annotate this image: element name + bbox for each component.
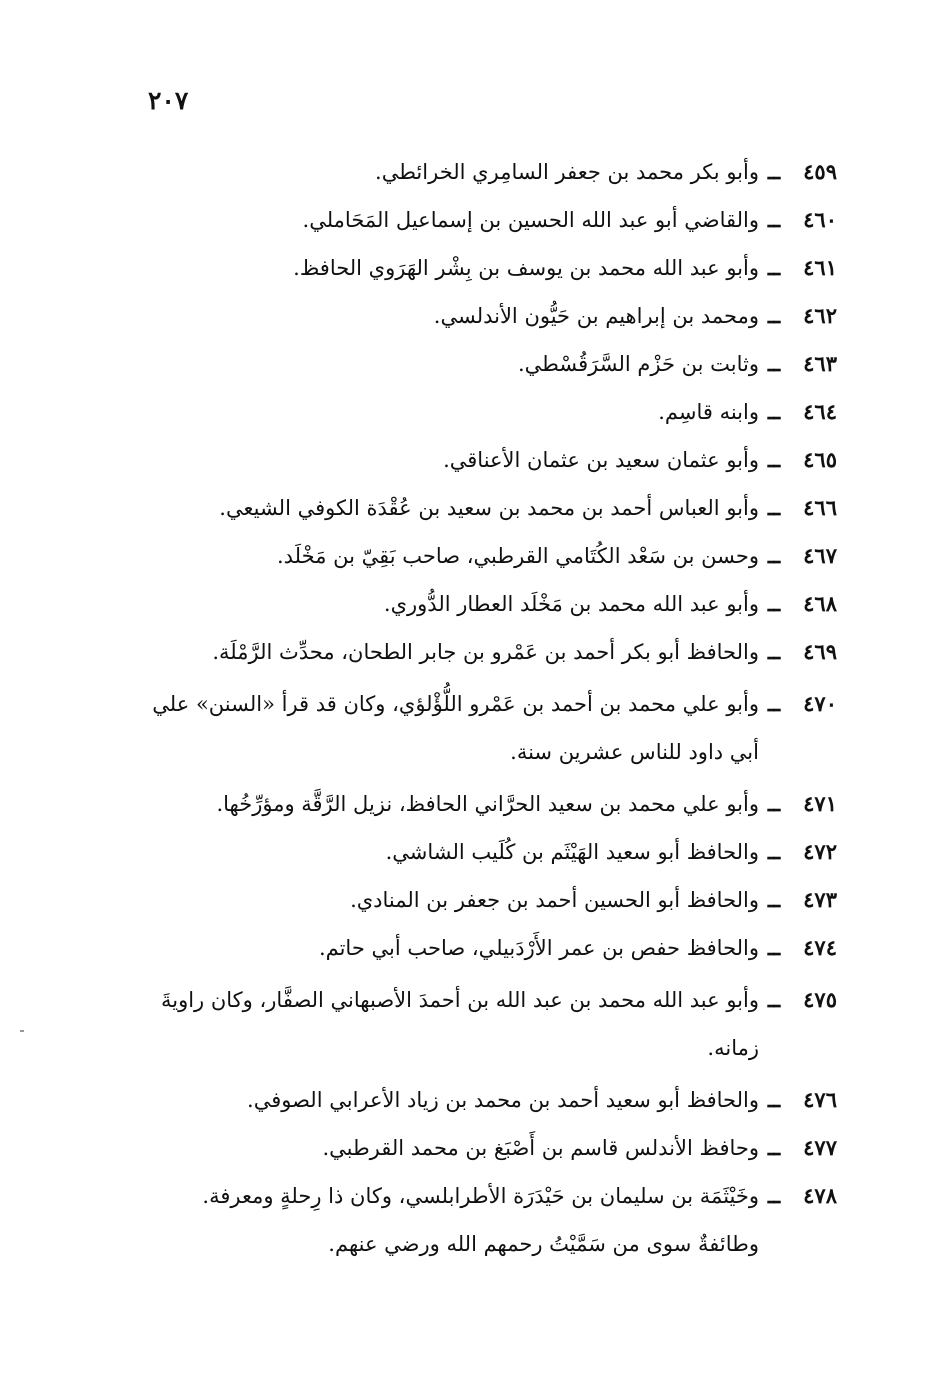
entry-number: ٤٦١ (803, 255, 837, 280)
entry-text: وأبو علي محمد بن أحمد بن عَمْرو اللُّؤْلؤي، وكان قد قرأ «السنن» علي أبي داود للناس عشرين سنة. (152, 692, 759, 764)
biography-list (137, 148, 837, 1268)
entry-text: وثابت بن حَزْم السَّرَقُسْطي. (517, 352, 759, 376)
entry-text: والحافظ أبو بكر أحمد بن عَمْرو بن جابر الطحان، محدِّث الرَّمْلَة. (212, 640, 759, 664)
list-item (137, 580, 837, 628)
entry-number: ٤٧٦ (803, 1087, 837, 1112)
entry-number: ٤٥٩ (803, 159, 837, 184)
entry-text: وأبو العباس أحمد بن محمد بن سعيد بن عُقْدَة الكوفي الشيعي. (219, 496, 759, 520)
entry-number: ٤٦٠ (803, 207, 837, 232)
entry-dash: ــ (767, 207, 781, 232)
list-item (137, 340, 837, 388)
entry-dash: ــ (767, 495, 781, 520)
entry-number: ٤٧٨ (803, 1183, 837, 1208)
entry-text: وأبو عبد الله محمد بن عبد الله بن أحمدَ الأصبهاني الصفَّار، وكان راويةَ زمانه. (160, 988, 759, 1060)
entry-text: وأبو علي محمد بن سعيد الحرَّاني الحافظ، نزيل الرَّقَّة ومؤرِّخُها. (216, 792, 759, 816)
list-item (137, 1124, 837, 1172)
list-item (137, 780, 837, 828)
entry-dash: ــ (767, 691, 781, 716)
entry-number: ٤٧٣ (803, 887, 837, 912)
list-item (137, 924, 837, 972)
entry-dash: ــ (767, 987, 781, 1012)
list-item (137, 976, 837, 1072)
entry-number: ٤٧١ (803, 791, 837, 816)
entry-dash: ــ (767, 791, 781, 816)
list-item (137, 484, 837, 532)
list-item (137, 388, 837, 436)
list-item (137, 828, 837, 876)
entry-dash: ــ (767, 399, 781, 424)
entry-text: وأبو عثمان سعيد بن عثمان الأعناقي. (443, 448, 759, 472)
entry-text: وأبو بكر محمد بن جعفر السامِري الخرائطي. (375, 160, 759, 184)
entry-text: وحسن بن سَعْد الكُتَامي القرطبي، صاحب بَقِيّ بن مَخْلَد. (276, 544, 759, 568)
entry-dash: ــ (767, 935, 781, 960)
entry-text: والحافظ أبو سعيد أحمد بن محمد بن زياد الأعرابي الصوفي. (247, 1088, 759, 1112)
entry-dash: ــ (767, 639, 781, 664)
list-item (137, 148, 837, 196)
entry-number: ٤٦٩ (803, 639, 837, 664)
entry-text: والحافظ أبو سعيد الهَيْثَم بن كُلَيب الشاشي. (385, 840, 759, 864)
entry-dash: ــ (767, 303, 781, 328)
entry-dash: ــ (767, 887, 781, 912)
entry-text: وأبو عبد الله محمد بن مَخْلَد العطار الدُّوري. (383, 592, 759, 616)
entry-number: ٤٦٢ (803, 303, 837, 328)
list-item (137, 532, 837, 580)
entry-number: ٤٧٠ (803, 691, 837, 716)
list-item (137, 1076, 837, 1124)
list-item (137, 196, 837, 244)
entry-text: والقاضي أبو عبد الله الحسين بن إسماعيل المَحَاملي. (302, 208, 759, 232)
entry-number: ٤٦٨ (803, 591, 837, 616)
entry-dash: ــ (767, 839, 781, 864)
closing-paragraph: وطائفةٌ سوى من سَمَّيْتُ رحمهم الله ورضي عنهم. (328, 1232, 759, 1256)
entry-number: ٤٧٢ (803, 839, 837, 864)
entry-number: ٤٧٤ (803, 935, 837, 960)
entry-dash: ــ (767, 351, 781, 376)
entry-text: وابنه قاسِم. (658, 400, 759, 424)
list-item (137, 292, 837, 340)
entry-dash: ــ (767, 591, 781, 616)
list-item (137, 436, 837, 484)
entry-dash: ــ (767, 447, 781, 472)
entry-dash: ــ (767, 159, 781, 184)
entry-text: ومحمد بن إبراهيم بن حَيُّون الأندلسي. (433, 304, 759, 328)
list-item (137, 628, 837, 676)
entry-number: ٤٦٤ (803, 399, 837, 424)
entry-number: ٤٧٧ (803, 1135, 837, 1160)
list-item (137, 244, 837, 292)
entry-dash: ــ (767, 1087, 781, 1112)
entry-text: وخَيْثَمَة بن سليمان بن حَيْدَرَة الأطرابلسي، وكان ذا رِحلةٍ ومعرفة. (202, 1184, 759, 1208)
entry-text: وحافظ الأندلس قاسم بن أَصْبَغ بن محمد القرطبي. (322, 1136, 759, 1160)
entry-number: ٤٦٧ (803, 543, 837, 568)
entry-dash: ــ (767, 543, 781, 568)
list-item (137, 1172, 837, 1220)
entry-number: ٤٦٥ (803, 447, 837, 472)
entry-dash: ــ (767, 1135, 781, 1160)
entry-number: ٤٦٣ (803, 351, 837, 376)
page-number: ٢٠٧ (148, 86, 189, 115)
entry-dash: ــ (767, 255, 781, 280)
entry-number: ٤٦٦ (803, 495, 837, 520)
entry-text: وأبو عبد الله محمد بن يوسف بن بِشْر الهَرَوي الحافظ. (293, 256, 759, 280)
list-item (137, 876, 837, 924)
entry-text: والحافظ أبو الحسين أحمد بن جعفر بن المنادي. (350, 888, 759, 912)
entry-number: ٤٧٥ (803, 987, 837, 1012)
entry-text: والحافظ حفص بن عمر الأَرْدَبيلي، صاحب أبي حاتم. (318, 936, 759, 960)
scan-mark (20, 1030, 24, 1032)
entry-dash: ــ (767, 1183, 781, 1208)
list-item (137, 680, 837, 776)
